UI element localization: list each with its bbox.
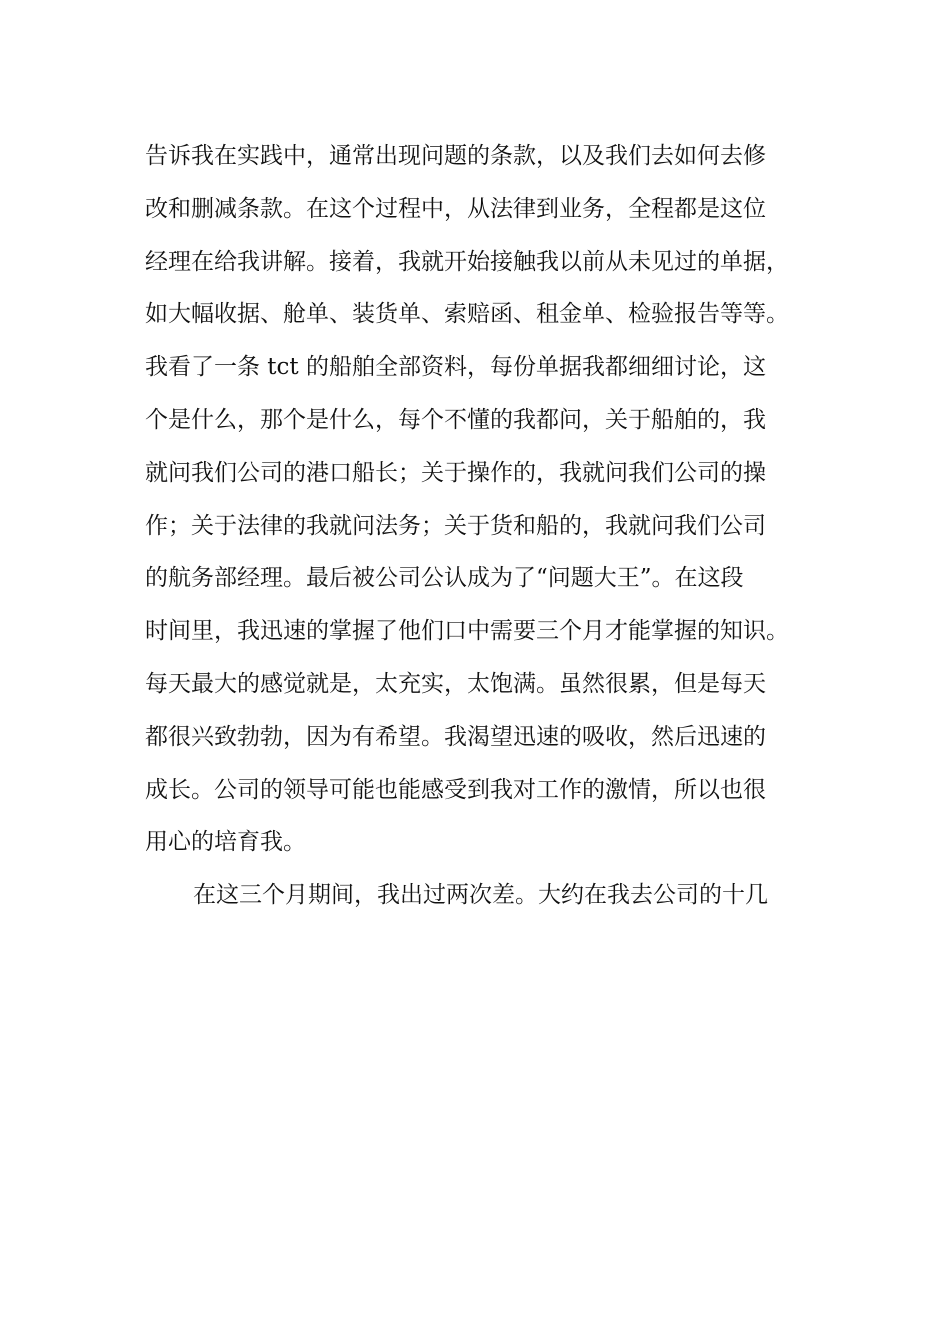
text-line-3: 经理在给我讲解。接着，我就开始接触我以前从未见过的单据， [145, 248, 789, 275]
text-line-5: 我看了一条 tct 的船舶全部资料，每份单据我都细细讨论，这 [145, 354, 766, 381]
text-line-2: 改和删减条款。在这个过程中，从法律到业务，全程都是这位 [145, 195, 766, 222]
text-line-8: 作；关于法律的我就问法务；关于货和船的，我就问我们公司 [145, 512, 766, 539]
text-line-14: 用心的培育我。 [145, 829, 306, 856]
text-line-12: 都很兴致勃勃，因为有希望。我渴望迅速的吸收，然后迅速的 [145, 723, 766, 750]
text-line-9: 的航务部经理。最后被公司公认成为了“问题大王”。在这段 [145, 565, 744, 592]
text-line-13: 成长。公司的领导可能也能感受到我对工作的激情，所以也很 [145, 776, 766, 803]
text-line-1: 告诉我在实践中，通常出现问题的条款，以及我们去如何去修 [145, 143, 766, 169]
body-text [145, 130, 815, 922]
paragraph-start-line: 在这三个月期间，我出过两次差。大约在我去公司的十几 [193, 882, 768, 909]
text-line-7: 就问我们公司的港口船长；关于操作的，我就问我们公司的操 [145, 459, 766, 486]
text-line-6: 个是什么，那个是什么，每个不懂的我都问，关于船舶的，我 [145, 406, 766, 433]
text-line-4: 如大幅收据、舱单、装货单、索赔函、租金单、检验报告等等。 [145, 301, 789, 328]
text-line-10: 时间里，我迅速的掌握了他们口中需要三个月才能掌握的知识。 [145, 618, 789, 645]
text-line-11: 每天最大的感觉就是，太充实，太饱满。虽然很累，但是每天 [145, 670, 766, 697]
